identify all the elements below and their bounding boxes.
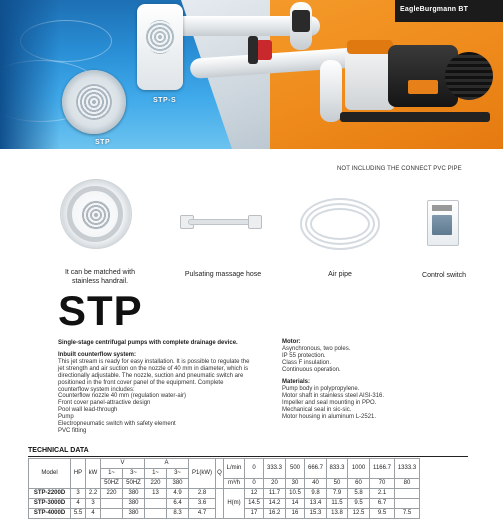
materials-heading: Materials: (282, 379, 311, 385)
head-cell: 11.5 (327, 499, 348, 509)
header-q: Q (216, 459, 224, 489)
accessory-label-air-pipe: Air pipe (328, 271, 352, 278)
flow-m3h-cell: 80 (395, 479, 420, 489)
divider (28, 456, 468, 457)
inbuilt-line: Pump (58, 414, 74, 421)
head-cell: 12.5 (348, 509, 370, 519)
q-spacer (216, 489, 224, 519)
pvc-pipe (320, 60, 342, 122)
head-cell: 9.8 (305, 489, 327, 499)
table-cell: 13 (145, 489, 167, 499)
flow-m3h-cell: 60 (348, 479, 370, 489)
stp-nozzle-panel (62, 70, 126, 134)
flow-lmin-cell: 833.3 (327, 459, 348, 479)
handrail-nozzle-icon (60, 179, 132, 249)
motor-line: IP 55 protection. (282, 352, 326, 359)
head-cell: 7.9 (327, 489, 348, 499)
table-cell: 6.4 (167, 499, 189, 509)
control-switch-icon (427, 200, 459, 246)
table-cell: 3.6 (189, 499, 216, 509)
head-cell (395, 499, 420, 509)
flow-lmin-cell: 1333.3 (395, 459, 420, 479)
head-cell: 14.2 (264, 499, 286, 509)
header-hm: H(m) (224, 489, 245, 519)
materials-line: Motor shaft in stainless steel AISI-316. (282, 392, 385, 399)
header-lmin: L/min (224, 459, 245, 479)
accessory-label-switch: Control switch (422, 272, 466, 279)
table-cell: 8.3 (167, 509, 189, 519)
materials-line: Pump body in polypropylene. (282, 385, 360, 392)
flow-lmin-cell: 1166.7 (370, 459, 395, 479)
head-cell (395, 489, 420, 499)
materials-line: Impeller and seal mounting in PPO. (282, 399, 377, 406)
header-a3: 3~ (167, 469, 189, 479)
materials-line: Motor housing in aluminum L-2521. (282, 413, 377, 420)
head-cell: 13.8 (327, 509, 348, 519)
head-cell: 10.5 (286, 489, 305, 499)
motor-line: Class F insulation. (282, 359, 332, 366)
header-v: V (101, 459, 145, 469)
header-v1: 1~ (101, 469, 123, 479)
header-hz1: 50HZ (101, 479, 123, 489)
table-cell (101, 509, 123, 519)
flow-m3h-cell: 50 (327, 479, 348, 489)
header-amp3: 380 (167, 479, 189, 489)
header-amp1: 220 (145, 479, 167, 489)
table-cell: 4 (86, 509, 101, 519)
head-cell: 6.7 (370, 499, 395, 509)
header-kw: kW (86, 459, 101, 489)
header-a1: 1~ (145, 469, 167, 479)
head-cell: 5.8 (348, 489, 370, 499)
pump-base (340, 112, 490, 122)
table-cell: 3 (86, 499, 101, 509)
accessory-label-handrail: It can be matched with stainless handrail. (64, 269, 136, 285)
flow-lmin-cell: 1000 (348, 459, 370, 479)
flow-lmin-cell: 666.7 (305, 459, 327, 479)
air-pipe-coil (310, 208, 370, 240)
flow-m3h-cell: 30 (286, 479, 305, 489)
pump-fan-cover (445, 52, 493, 100)
head-cell: 9.5 (348, 499, 370, 509)
header-hp: HP (71, 459, 86, 489)
flow-lmin-cell: 333.3 (264, 459, 286, 479)
flow-m3h-cell: 40 (305, 479, 327, 489)
table-cell: 4.9 (167, 489, 189, 499)
table-cell: 3 (71, 489, 86, 499)
header-a: A (145, 459, 189, 469)
flow-m3h-cell: 0 (245, 479, 264, 489)
table-row-model: STP-4000D (29, 509, 71, 519)
table-cell (145, 499, 167, 509)
stp-tag: STP (95, 139, 111, 146)
header-p1: P1(kW) (189, 459, 216, 489)
head-cell: 2.1 (370, 489, 395, 499)
header-v3: 3~ (123, 469, 145, 479)
inbuilt-counterflow-section (58, 352, 278, 435)
header-model: Model (29, 459, 71, 489)
motor-heading: Motor: (282, 339, 301, 345)
head-cell: 15.3 (305, 509, 327, 519)
valve-icon (248, 36, 258, 64)
flow-lmin-cell: 500 (286, 459, 305, 479)
accessory-label-hose: Pulsating massage hose (184, 271, 262, 278)
water-shade (0, 0, 60, 149)
flow-m3h-cell: 20 (264, 479, 286, 489)
inbuilt-line: This jet stream is ready for easy installation. It is possible to regulate the (58, 358, 250, 365)
table-cell: 5.5 (71, 509, 86, 519)
header-m3h: m³/h (224, 479, 245, 489)
inbuilt-line: Electropneumatic switch with safety element (58, 421, 176, 428)
product-name: STP (58, 287, 143, 334)
tech-data-title: TECHNICAL DATA (28, 447, 89, 454)
inbuilt-line: directionally adjustable. The nozzle, suction and pneumatic switch are (58, 372, 244, 379)
pump-label (408, 80, 438, 94)
table-cell: 380 (123, 489, 145, 499)
inbuilt-line: Front cover panel-attractive design (58, 400, 151, 407)
product-subtitle: Single-stage centrifugal pumps with complete drainage device. (58, 340, 238, 346)
head-cell: 9.5 (370, 509, 395, 519)
table-cell (145, 509, 167, 519)
valve-icon (292, 10, 310, 32)
hero-image (0, 0, 503, 149)
massage-hose-icon (180, 215, 262, 227)
table-cell: 2.2 (86, 489, 101, 499)
table-cell: 4.7 (189, 509, 216, 519)
inbuilt-line: PVC fitting (58, 427, 87, 434)
table-cell: 220 (101, 489, 123, 499)
flow-m3h-cell: 70 (370, 479, 395, 489)
head-cell: 16.2 (264, 509, 286, 519)
materials-section (282, 379, 472, 420)
inbuilt-heading: Inbuilt counterflow system: (58, 352, 137, 358)
valve-icon (256, 40, 272, 60)
header-hz3: 50HZ (123, 479, 145, 489)
inbuilt-line: jet strength and air suction on the nozzle of 40 mm in diameter, which is (58, 365, 249, 372)
table-cell: 4 (71, 499, 86, 509)
table-row-model: STP-3000D (29, 499, 71, 509)
inbuilt-line: counterflow system includes: (58, 386, 135, 393)
brand-logo: EagleBurgmann BT (400, 6, 469, 13)
flow-lmin-cell: 0 (245, 459, 264, 479)
inbuilt-line: positioned in the front cover panel of the equipment. Complete (58, 379, 224, 386)
inbuilt-line: Pool wall lead-through (58, 407, 118, 414)
table-cell: 380 (123, 499, 145, 509)
inbuilt-line: Counterflow nozzle 40 mm (regulation water-air) (58, 393, 187, 400)
table-row-model: STP-2200D (29, 489, 71, 499)
head-cell: 12 (245, 489, 264, 499)
technical-data-table (28, 458, 420, 519)
motor-section (282, 339, 472, 374)
head-cell: 11.7 (264, 489, 286, 499)
head-cell: 17 (245, 509, 264, 519)
stp-s-front-panel (137, 4, 183, 90)
head-cell: 13.4 (305, 499, 327, 509)
pvc-note: NOT INCLUDING THE CONNECT PVC PIPE (337, 166, 462, 172)
stp-s-tag: STP-S (153, 97, 177, 104)
motor-line: Continuous operation. (282, 366, 341, 373)
motor-line: Asynchronous, two poles. (282, 345, 351, 352)
table-cell: 2.8 (189, 489, 216, 499)
head-cell: 16 (286, 509, 305, 519)
head-cell: 14 (286, 499, 305, 509)
head-cell: 7.5 (395, 509, 420, 519)
table-cell: 380 (123, 509, 145, 519)
materials-line: Mechanical seal in sic-sic. (282, 406, 352, 413)
table-cell (101, 499, 123, 509)
head-cell: 14.5 (245, 499, 264, 509)
